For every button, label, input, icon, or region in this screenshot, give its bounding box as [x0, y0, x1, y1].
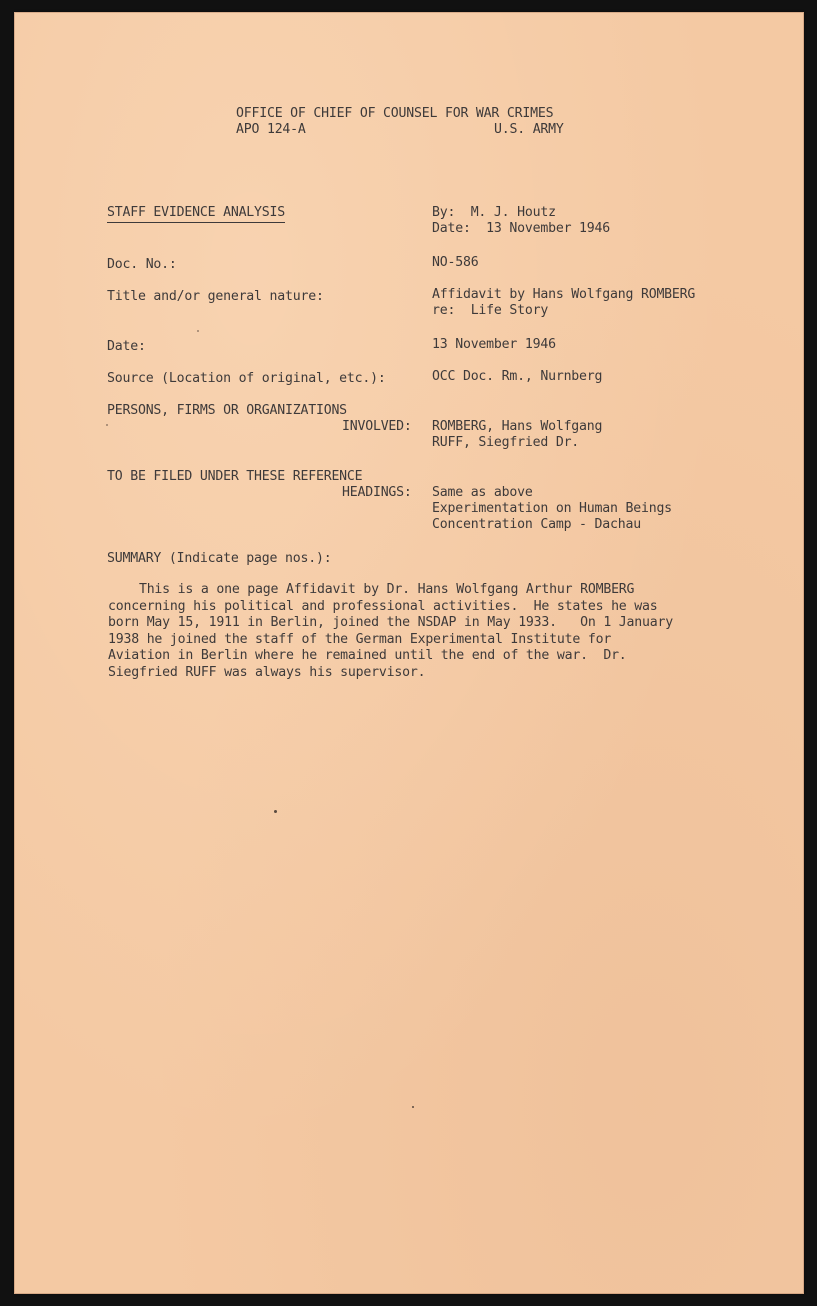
date-label: Date: — [107, 339, 146, 354]
source-label: Source (Location of original, etc.): — [107, 371, 386, 386]
paper-speck — [197, 330, 199, 332]
doc-no-value: NO-586 — [432, 255, 479, 270]
persons-label: PERSONS, FIRMS OR ORGANIZATIONS — [107, 403, 347, 418]
analysis-date: Date: 13 November 1946 — [432, 221, 611, 236]
summary-line: Siegfried RUFF was always his supervisor. — [108, 664, 426, 680]
summary-line: Aviation in Berlin where he remained until the end of the war. Dr. — [108, 648, 627, 663]
apo-line: APO 124-A — [236, 122, 306, 137]
date-value: 13 November 1946 — [432, 337, 556, 352]
title-value-line-2: re: Life Story — [432, 303, 549, 318]
filed-value-3: Concentration Camp - Dachau — [432, 517, 641, 532]
filed-label: TO BE FILED UNDER THESE REFERENCE — [107, 469, 363, 484]
summary-line: born May 15, 1911 in Berlin, joined the NSDAP in May 1933. On 1 January — [108, 615, 673, 630]
filed-value-2: Experimentation on Human Beings — [432, 501, 672, 516]
summary-line: This is a one page Affidavit by Dr. Hans Wolfgang Arthur ROMBERG — [108, 582, 635, 597]
paper-speck — [412, 1106, 414, 1108]
filed-value-1: Same as above — [432, 485, 533, 500]
analysis-title: STAFF EVIDENCE ANALYSIS — [107, 205, 285, 223]
persons-value-1: ROMBERG, Hans Wolfgang — [432, 419, 603, 434]
summary-line: 1938 he joined the staff of the German Experimental Institute for — [108, 631, 612, 647]
summary-line: concerning his political and professional activities. He states he was — [108, 598, 658, 614]
analyst-by: By: M. J. Houtz — [432, 205, 556, 220]
source-value: OCC Doc. Rm., Nurnberg — [432, 369, 603, 384]
filed-headings-label: HEADINGS: — [342, 485, 412, 500]
paper-speck — [274, 810, 277, 813]
paper-speck — [106, 424, 108, 426]
summary-body — [108, 582, 728, 681]
army-line: U.S. ARMY — [494, 122, 564, 137]
document-page — [14, 12, 804, 1294]
persons-involved-label: INVOLVED: — [342, 419, 412, 434]
title-value-line-1: Affidavit by Hans Wolfgang ROMBERG — [432, 287, 696, 302]
title-label: Title and/or general nature: — [107, 289, 324, 304]
summary-label: SUMMARY (Indicate page nos.): — [107, 551, 332, 566]
office-line: OFFICE OF CHIEF OF COUNSEL FOR WAR CRIMES — [236, 106, 554, 121]
persons-value-2: RUFF, Siegfried Dr. — [432, 435, 580, 450]
doc-no-label: Doc. No.: — [107, 257, 177, 272]
